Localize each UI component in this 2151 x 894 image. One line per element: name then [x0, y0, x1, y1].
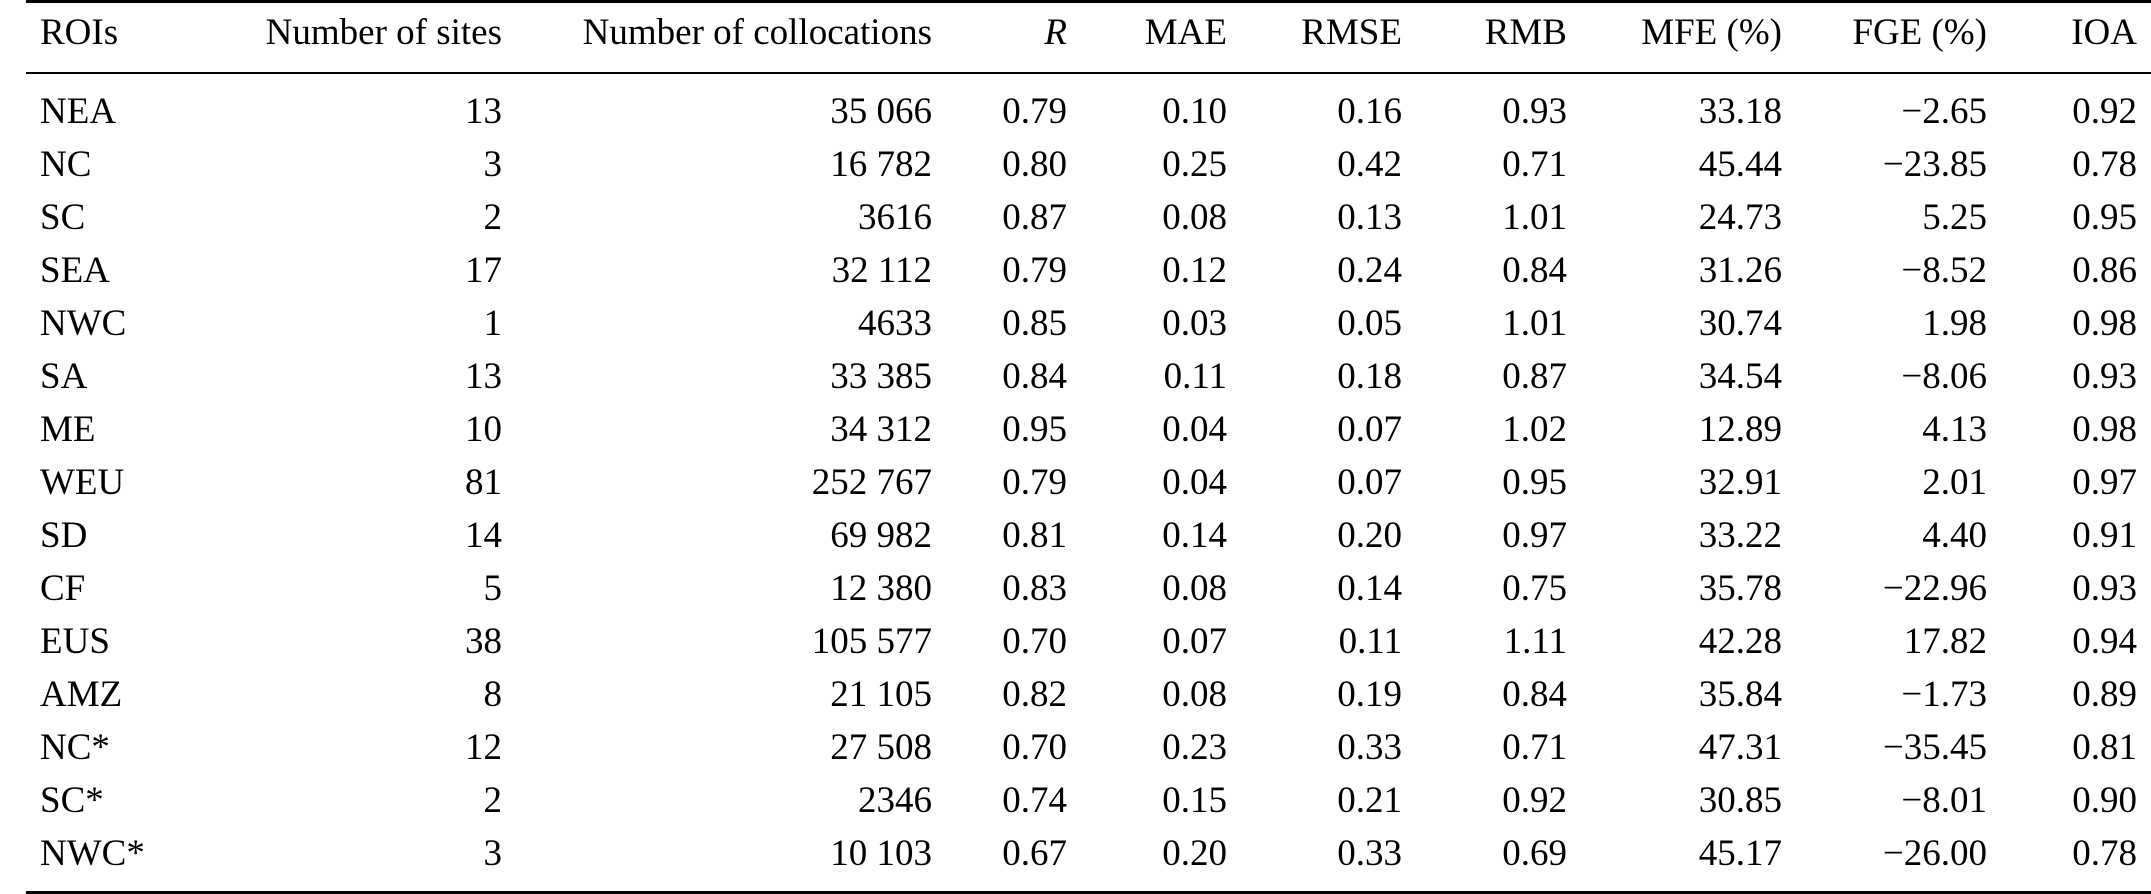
cell-coll: 252 767: [811, 462, 932, 503]
cell-fge: 4.13: [1922, 409, 1987, 450]
cell-mfe: 24.73: [1698, 197, 1782, 238]
cell-mfe: 42.28: [1698, 621, 1782, 662]
cell-ioa: 0.94: [2072, 621, 2137, 662]
cell-rmse: 0.05: [1337, 303, 1402, 344]
table-body: [26, 73, 2151, 893]
cell-rmse: 0.33: [1337, 833, 1402, 874]
cell-rmse: 0.33: [1337, 727, 1402, 768]
cell-r: 0.67: [1002, 833, 1067, 874]
cell-r: 0.74: [1002, 780, 1067, 821]
cell-fge: 2.01: [1922, 462, 1987, 503]
cell-r: 0.70: [1002, 621, 1067, 662]
cell-r: 0.70: [1002, 727, 1067, 768]
cell-mae: 0.23: [1162, 727, 1227, 768]
cell-roi: NWC: [40, 303, 127, 344]
cell-mae: 0.14: [1162, 515, 1227, 556]
cell-mfe: 35.84: [1698, 674, 1782, 715]
cell-sites: 17: [465, 250, 502, 291]
cell-rmse: 0.42: [1337, 144, 1402, 185]
column-header-roi: ROIs: [40, 12, 119, 53]
cell-mfe: 35.78: [1698, 568, 1782, 609]
cell-r: 0.79: [1002, 91, 1067, 132]
cell-coll: 10 103: [830, 833, 932, 874]
cell-ioa: 0.86: [2072, 250, 2137, 291]
cell-rmb: 1.11: [1503, 621, 1567, 662]
cell-ioa: 0.89: [2072, 674, 2137, 715]
cell-fge: −23.85: [1882, 144, 1987, 185]
cell-rmb: 0.71: [1502, 144, 1567, 185]
cell-roi: NC: [40, 144, 92, 185]
cell-r: 0.83: [1002, 568, 1067, 609]
cell-fge: −22.96: [1882, 568, 1987, 609]
cell-rmse: 0.20: [1337, 515, 1402, 556]
cell-coll: 2346: [858, 780, 932, 821]
cell-mae: 0.08: [1162, 674, 1227, 715]
column-header-coll: Number of collocations: [582, 12, 932, 53]
cell-fge: 17.82: [1903, 621, 1987, 662]
cell-rmse: 0.07: [1337, 462, 1402, 503]
cell-sites: 2: [483, 780, 502, 821]
cell-mae: 0.07: [1162, 621, 1227, 662]
cell-roi: EUS: [40, 621, 110, 662]
column-header-rmb: RMB: [1484, 12, 1567, 53]
table-row: [26, 73, 2151, 138]
table-row: [26, 403, 2151, 456]
cell-sites: 1: [483, 303, 502, 344]
cell-sites: 12: [465, 727, 502, 768]
cell-roi: CF: [40, 568, 86, 609]
cell-rmb: 0.97: [1502, 515, 1567, 556]
cell-rmse: 0.18: [1337, 356, 1402, 397]
cell-sites: 2: [483, 197, 502, 238]
validation-statistics-table: [26, 0, 2151, 894]
cell-ioa: 0.78: [2072, 833, 2137, 874]
cell-mfe: 45.17: [1698, 833, 1782, 874]
cell-rmb: 0.84: [1502, 674, 1567, 715]
cell-coll: 27 508: [830, 727, 932, 768]
cell-ioa: 0.97: [2072, 462, 2137, 503]
table-header: [26, 2, 2151, 74]
cell-ioa: 0.95: [2072, 197, 2137, 238]
cell-mfe: 33.22: [1698, 515, 1782, 556]
cell-mfe: 34.54: [1698, 356, 1782, 397]
cell-r: 0.80: [1002, 144, 1067, 185]
cell-sites: 81: [465, 462, 502, 503]
cell-sites: 8: [483, 674, 502, 715]
cell-ioa: 0.98: [2072, 409, 2137, 450]
cell-roi: AMZ: [40, 674, 123, 715]
cell-rmse: 0.19: [1337, 674, 1402, 715]
cell-fge: −26.00: [1882, 833, 1987, 874]
cell-coll: 16 782: [830, 144, 932, 185]
cell-sites: 38: [465, 621, 502, 662]
cell-coll: 33 385: [830, 356, 932, 397]
cell-roi: SD: [40, 515, 88, 556]
column-header-ioa: IOA: [2071, 12, 2137, 53]
cell-mfe: 45.44: [1698, 144, 1782, 185]
cell-mae: 0.08: [1162, 568, 1227, 609]
table-row: [26, 827, 2151, 893]
cell-ioa: 0.92: [2072, 91, 2137, 132]
cell-roi: ME: [40, 409, 96, 450]
cell-mfe: 31.26: [1698, 250, 1782, 291]
cell-ioa: 0.91: [2072, 515, 2137, 556]
cell-r: 0.79: [1002, 462, 1067, 503]
cell-roi: SA: [40, 356, 88, 397]
cell-coll: 105 577: [811, 621, 932, 662]
cell-roi: NEA: [40, 91, 117, 132]
column-header-rmse: RMSE: [1301, 12, 1402, 53]
table-row: [26, 774, 2151, 827]
cell-roi: WEU: [40, 462, 125, 503]
column-header-mfe: MFE (%): [1641, 12, 1782, 53]
cell-sites: 14: [465, 515, 502, 556]
cell-rmse: 0.14: [1337, 568, 1402, 609]
cell-mfe: 47.31: [1698, 727, 1782, 768]
cell-rmb: 0.69: [1502, 833, 1567, 874]
cell-sites: 3: [483, 833, 502, 874]
cell-ioa: 0.81: [2072, 727, 2137, 768]
table-row: [26, 456, 2151, 509]
cell-r: 0.81: [1002, 515, 1067, 556]
cell-fge: −8.52: [1901, 250, 1987, 291]
cell-mfe: 32.91: [1698, 462, 1782, 503]
cell-mae: 0.25: [1162, 144, 1227, 185]
table-row: [26, 562, 2151, 615]
table-row: [26, 138, 2151, 191]
cell-rmse: 0.16: [1337, 91, 1402, 132]
table-row: [26, 191, 2151, 244]
cell-rmb: 0.84: [1502, 250, 1567, 291]
cell-mae: 0.08: [1162, 197, 1227, 238]
cell-mae: 0.20: [1162, 833, 1227, 874]
cell-ioa: 0.93: [2072, 356, 2137, 397]
cell-mae: 0.15: [1162, 780, 1227, 821]
cell-rmb: 0.71: [1502, 727, 1567, 768]
table-header-row: [26, 2, 2151, 74]
cell-rmb: 1.01: [1502, 197, 1567, 238]
column-header-sites: Number of sites: [265, 12, 502, 53]
cell-coll: 34 312: [830, 409, 932, 450]
cell-fge: −2.65: [1901, 91, 1987, 132]
cell-rmse: 0.11: [1338, 621, 1402, 662]
cell-rmb: 0.87: [1502, 356, 1567, 397]
cell-coll: 32 112: [831, 250, 932, 291]
cell-ioa: 0.78: [2072, 144, 2137, 185]
cell-r: 0.82: [1002, 674, 1067, 715]
cell-fge: −8.06: [1901, 356, 1987, 397]
cell-mfe: 30.74: [1698, 303, 1782, 344]
cell-sites: 13: [465, 356, 502, 397]
cell-rmb: 1.02: [1502, 409, 1567, 450]
table-row: [26, 721, 2151, 774]
cell-roi: SC: [40, 197, 86, 238]
table-row: [26, 297, 2151, 350]
column-header-mae: MAE: [1144, 12, 1227, 53]
cell-sites: 5: [483, 568, 502, 609]
cell-r: 0.85: [1002, 303, 1067, 344]
cell-coll: 4633: [858, 303, 932, 344]
cell-mae: 0.04: [1162, 462, 1227, 503]
cell-rmb: 0.95: [1502, 462, 1567, 503]
cell-rmse: 0.24: [1337, 250, 1402, 291]
table-row: [26, 244, 2151, 297]
cell-rmse: 0.21: [1337, 780, 1402, 821]
cell-fge: −35.45: [1882, 727, 1987, 768]
cell-roi: SEA: [40, 250, 110, 291]
cell-mae: 0.04: [1162, 409, 1227, 450]
cell-coll: 12 380: [830, 568, 932, 609]
cell-roi: SC*: [40, 780, 104, 821]
cell-mae: 0.12: [1162, 250, 1227, 291]
cell-coll: 3616: [858, 197, 932, 238]
cell-sites: 13: [465, 91, 502, 132]
cell-r: 0.95: [1002, 409, 1067, 450]
cell-mae: 0.10: [1162, 91, 1227, 132]
cell-rmb: 1.01: [1502, 303, 1567, 344]
table-row: [26, 615, 2151, 668]
cell-rmse: 0.13: [1337, 197, 1402, 238]
cell-roi: NC*: [40, 727, 110, 768]
cell-roi: NWC*: [40, 833, 145, 874]
cell-coll: 69 982: [830, 515, 932, 556]
cell-mae: 0.11: [1163, 356, 1227, 397]
cell-r: 0.87: [1002, 197, 1067, 238]
column-header-fge: FGE (%): [1852, 12, 1987, 53]
table-row: [26, 350, 2151, 403]
cell-sites: 3: [483, 144, 502, 185]
cell-mfe: 33.18: [1698, 91, 1782, 132]
cell-r: 0.84: [1002, 356, 1067, 397]
cell-fge: 1.98: [1922, 303, 1987, 344]
cell-fge: −1.73: [1901, 674, 1987, 715]
cell-coll: 35 066: [830, 91, 932, 132]
cell-ioa: 0.93: [2072, 568, 2137, 609]
cell-r: 0.79: [1002, 250, 1067, 291]
cell-coll: 21 105: [830, 674, 932, 715]
cell-mae: 0.03: [1162, 303, 1227, 344]
cell-rmb: 0.75: [1502, 568, 1567, 609]
table-row: [26, 509, 2151, 562]
cell-rmb: 0.92: [1502, 780, 1567, 821]
cell-mfe: 12.89: [1698, 409, 1782, 450]
cell-fge: −8.01: [1901, 780, 1987, 821]
cell-fge: 5.25: [1922, 197, 1987, 238]
cell-rmse: 0.07: [1337, 409, 1402, 450]
table-row: [26, 668, 2151, 721]
cell-ioa: 0.98: [2072, 303, 2137, 344]
cell-ioa: 0.90: [2072, 780, 2137, 821]
cell-mfe: 30.85: [1698, 780, 1782, 821]
cell-sites: 10: [465, 409, 502, 450]
cell-fge: 4.40: [1922, 515, 1987, 556]
column-header-r: R: [1044, 12, 1067, 53]
cell-rmb: 0.93: [1502, 91, 1567, 132]
